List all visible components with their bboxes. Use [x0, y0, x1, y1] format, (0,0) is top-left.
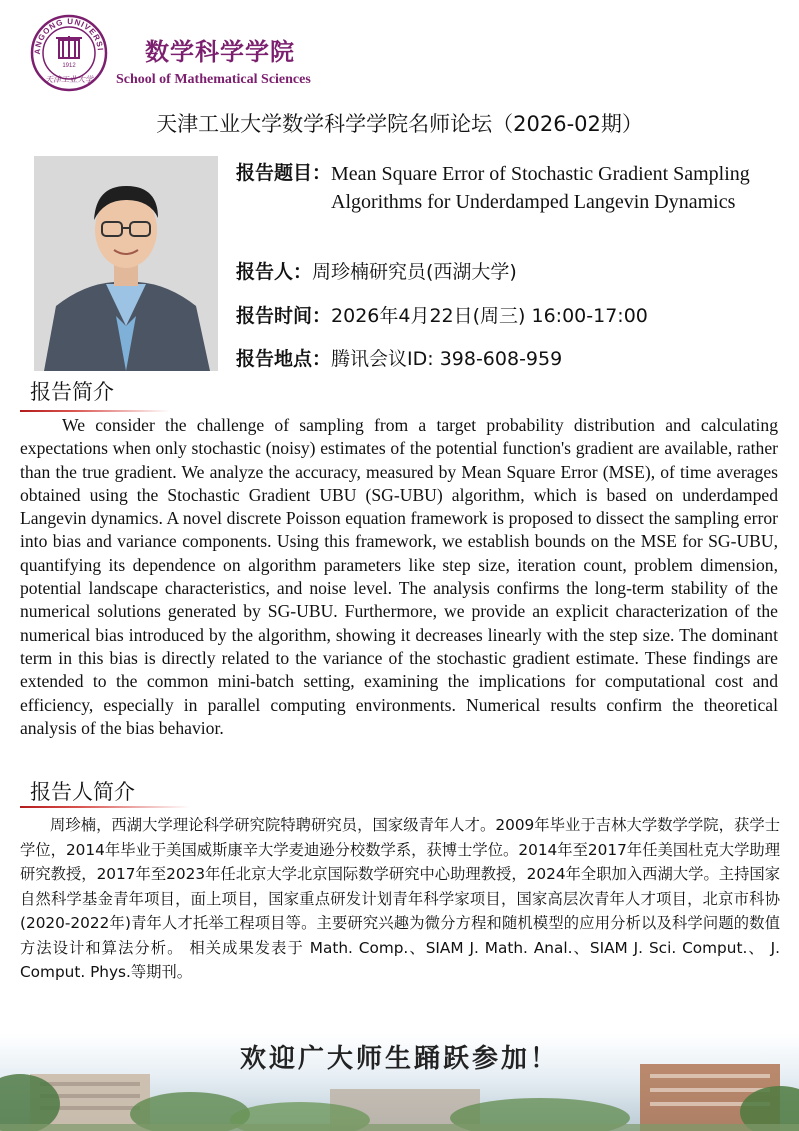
- place-label: 报告地点：: [236, 348, 332, 370]
- place-row: [236, 346, 562, 373]
- speaker-value: 周珍楠研究员(西湖大学): [312, 261, 517, 283]
- bio-heading-underline: [20, 806, 190, 808]
- bio-heading: 报告人简介: [30, 780, 135, 804]
- university-logo: [30, 14, 108, 92]
- logo-ring-text: ANGONG UNIVERSI: [32, 16, 105, 55]
- bio-text: 周珍楠，西湖大学理论科学研究院特聘研究员，国家级青年人才。2009年毕业于吉林大学数学学院，获学士学位，2014年毕业于美国威斯康辛大学麦迪逊分校数学系，获博士学位。2014年至2017年任美国杜克大学助理研究教授，2017年至2023年任北京大学北京国际数学研究中心助理教授，2024年全职加入西湖大学。主持国家自然科学基金青年项目，面上项目，国家重点研发计划青年科学家项目，国家高层次青年人才项目，北京市科协(2020-2022年)青年人才托举工程项目等。主要研究兴趣为微分方程和随机模型的应用分析以及科学问题的数值方法设计和算法分析。 相关成果发表于 Math. Comp.、SIAM J. Math. Anal.、SIAM J. Sci. Comput.、 J. Comput. Phys.等期刊。: [20, 816, 780, 981]
- logo-year: 1912: [62, 63, 76, 69]
- abstract-heading-underline: [20, 410, 170, 412]
- topic-label: 报告题目：: [236, 162, 332, 184]
- speaker-row: [236, 259, 517, 286]
- logo-signature: 天津工业大学: [45, 75, 93, 84]
- place-value: 腾讯会议ID: 398-608-959: [331, 348, 563, 370]
- topic-value: Mean Square Error of Stochastic Gradient Sampling Algorithms for Underdamped Langevin Dynamics: [331, 163, 750, 213]
- university-seal-icon: [30, 14, 108, 92]
- welcome-banner-text: 欢迎广大师生踊跃参加！: [239, 1044, 559, 1074]
- school-name-en: School of Mathematical Sciences: [116, 72, 311, 87]
- abstract-text: We consider the challenge of sampling from a target probability distribution and calculating expectations when only stochastic (noisy) estimates of the potential function's gradient are available, rather than the true gradient. We analyze the accuracy, measured by Mean Square Error (MSE), of time averages obtained using the Stochastic Gradient UBU (SG-UBU) algorithm, which is based on underdamped Langevin dynamics. A novel discrete Poisson equation framework is proposed to dissect the sampling error into bias and variance components. Using this framework, we establish bounds on the MSE for SG-UBU, quantifying its dependence on algorithm parameters like step size, iteration count, problem dimension, potential landscape characteristics, and noise level. The analysis confirms the long-term stability of the numerical solutions generated by SG-UBU. Furthermore, we provide an explicit characterization of the numerical bias introduced by the algorithm, showing it decreases linearly with the step size. The dominant term in this bias is directly related to the variance of the stochastic gradient estimate. These findings are extended to the common mini-batch setting, examining the implications for computational cost and efficiency, especially in parallel computing environments. Numerical results confirm the theoretical analysis of the bias behavior.: [20, 415, 778, 738]
- speaker-photo: [34, 156, 218, 371]
- topic-row: [236, 160, 751, 216]
- speaker-label: 报告人：: [236, 261, 313, 283]
- school-name-cn: 数学科学学院: [145, 38, 295, 66]
- speaker-portrait-icon: [34, 156, 218, 371]
- time-label: 报告时间：: [236, 305, 332, 327]
- time-value: 2026年4月22日(周三) 16:00-17:00: [331, 305, 648, 327]
- abstract-heading: 报告简介: [30, 380, 114, 404]
- forum-title: 天津工业大学数学科学学院名师论坛（2026-02期）: [156, 112, 643, 136]
- time-row: [236, 303, 648, 330]
